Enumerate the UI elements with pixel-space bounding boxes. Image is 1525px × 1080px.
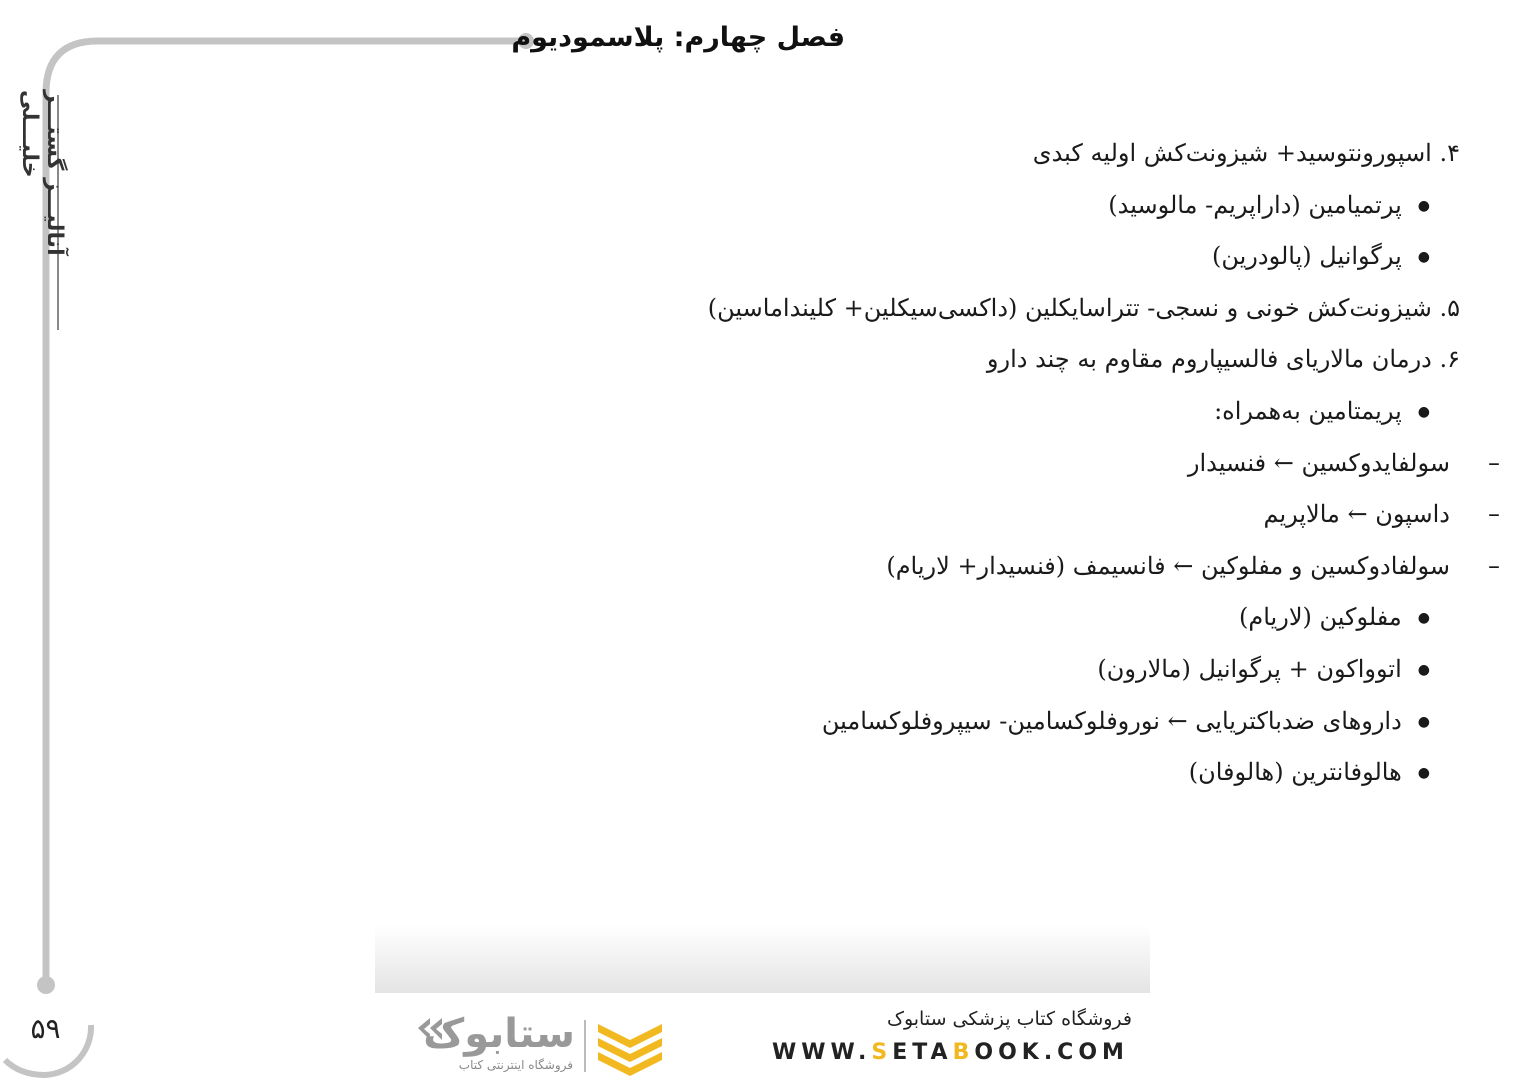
url-highlight: S [871, 1040, 893, 1065]
dash-mark: – [1488, 551, 1500, 580]
dash-item [600, 541, 1500, 593]
bullet-item-text: اتوواکون + پرگوانیل (مالارون) [1097, 654, 1402, 683]
chapter-title: فصل چهارم: پلاسمودیوم [511, 22, 845, 53]
logo-wordmark: ستابوک [423, 1011, 575, 1057]
dash-item-text: داسپون ← مالاپریم [1263, 500, 1450, 529]
list-item-text: ۶. درمان مالاریای فالسیپاروم مقاوم به چند دارو [986, 345, 1460, 374]
bullet-item-text: مفلوکین (لاریام) [1239, 603, 1402, 632]
url-part: OOK.COM [974, 1040, 1129, 1065]
bullet-item [600, 180, 1460, 232]
bullet-item-text: پریمتامین به‌همراه: [1214, 396, 1402, 425]
side-title: آنالیـــز گستـــر خلیـــلی [17, 90, 67, 256]
bullet-item-text: پرگوانیل (پالودرین) [1211, 242, 1402, 271]
footer-website-link[interactable] [772, 1040, 1142, 1065]
list-item [600, 334, 1460, 386]
dash-mark: – [1488, 500, 1500, 529]
dash-item [600, 489, 1500, 541]
content-list [600, 128, 1500, 799]
list-item [600, 128, 1460, 180]
bullet-item-text: پرتمیامین (داراپریم- مالوسید) [1108, 190, 1402, 219]
dash-item [600, 438, 1500, 490]
bullet-item [600, 644, 1460, 696]
url-part: ETA [892, 1040, 953, 1065]
dash-mark: – [1488, 448, 1500, 477]
logo-tagline: فروشگاه اینترنتی کتاب [458, 1058, 573, 1072]
list-item-text: ۴. اسپورونتوسید+ شیزونت‌کش اولیه کبدی [1032, 139, 1460, 167]
bullet-item [600, 696, 1460, 748]
list-item-text: ۵. شیزونت‌کش خونی و نسجی- تتراسایکلین (داکسی‌سیکلین+ کلینداماسین) [707, 293, 1460, 322]
bullet-item [600, 592, 1460, 644]
bullet-item [600, 747, 1460, 799]
url-part: WWW. [772, 1040, 872, 1065]
bullet-item-text: داروهای ضدباکتریایی ← نوروفلوکسامین- سیپروفلوکسامین [821, 706, 1402, 735]
dash-item-text: سولفایدوکسین ← فنسیدار [1187, 448, 1450, 477]
bullet-item [600, 231, 1460, 283]
url-highlight: B [952, 1040, 975, 1065]
footer-store-name: فروشگاه کتاب پزشکی ستابوک [886, 1008, 1132, 1030]
bullet-item-text: هالوفانترین (هالوفان) [1188, 758, 1402, 787]
footer-fade-band [375, 925, 1150, 993]
bullet-item [600, 386, 1460, 438]
dash-item-text: سولفادوکسین و مفلوکین ← فانسیمف (فنسیدار+ لاریام) [886, 551, 1450, 580]
list-item [600, 283, 1460, 335]
page-number: ۵۹ [30, 1012, 61, 1045]
